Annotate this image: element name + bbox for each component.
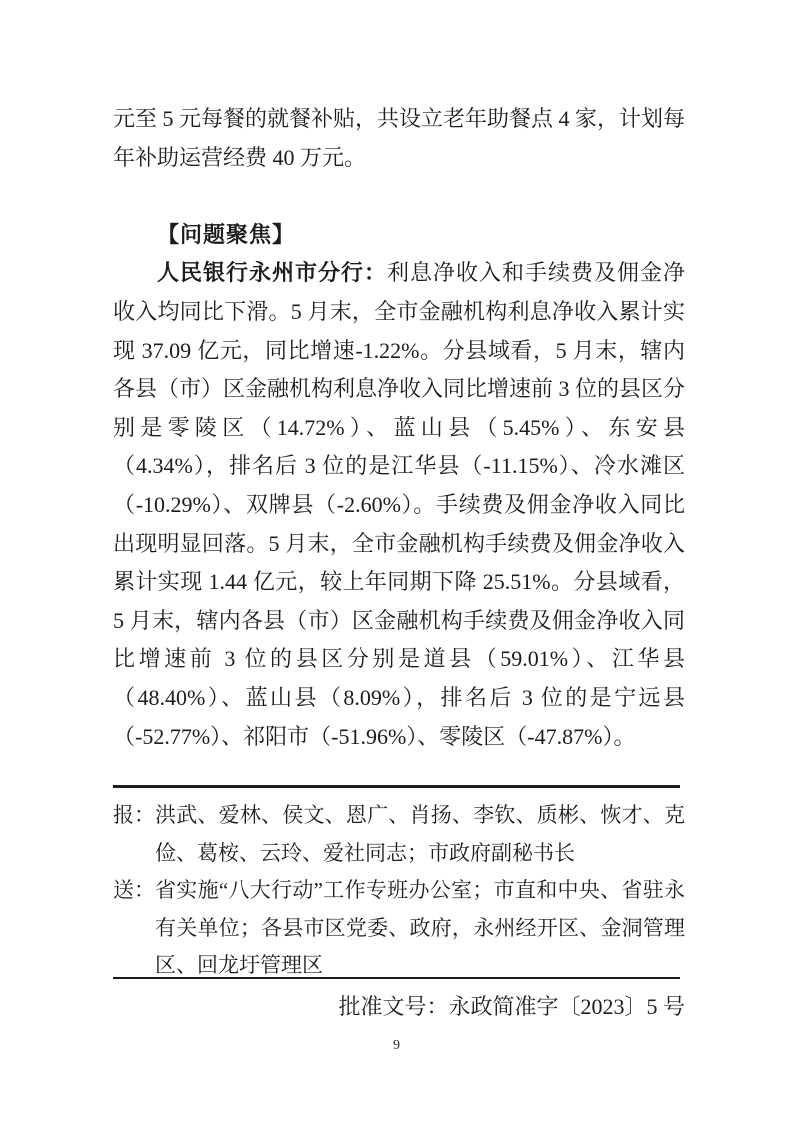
- send-label: 送：: [113, 878, 155, 902]
- report-recipients: 洪武、爱林、侯文、恩广、肖扬、李钦、质彬、恢才、克俭、葛桉、云玲、爱社同志；市政府副秘书长: [155, 803, 685, 865]
- paragraph-continuation: 元至 5 元每餐的就餐补贴，共设立老年助餐点 4 家，计划每年补助运营经费 40 万元。: [113, 106, 686, 170]
- send-row: [113, 872, 685, 985]
- page-number: 9: [393, 1038, 400, 1053]
- report-label: 报：: [113, 803, 155, 827]
- body-text-block: [113, 100, 685, 756]
- focus-text: 利息净收入和手续费及佣金净收入均同比下滑。5 月末，全市金融机构利息净收入累计实现 37.09 亿元，同比增速-1.22%。分县域看，5 月末，辖内各县（市）区金融机构利息净收入同比增速前 3 位的县区分别是零陵区（14.72%）、蓝山县（5.45%）、东安县（4.34%），排名后 3 位的是江华县（-11.15%）、冷水滩区（-10.29%）、双牌县（-2.60%）。手续费及佣金净收入同比出现明显回落。5 月末，全市金融机构手续费及佣金净收入累计实现 1.44 亿元，较上年同期下降 25.51%。分县域看，5 月末，辖内各县（市）区金融机构手续费及佣金净收入同比增速前 3 位的县区分别是道县（59.01%）、江华县（48.40%）、蓝山县（8.09%），排名后 3 位的是宁远县（-52.77%）、祁阳市（-51.96%）、零陵区（-47.87%）。: [113, 260, 686, 749]
- report-row: [113, 797, 685, 872]
- blank-line-spacer: [113, 177, 685, 216]
- thin-divider-rule: [113, 977, 680, 979]
- section-heading: 【问题聚焦】: [157, 221, 296, 247]
- focus-paragraph: [113, 254, 685, 756]
- distribution-block: [113, 797, 685, 985]
- thick-divider-rule: [113, 785, 680, 788]
- send-recipients: 省实施“八大行动”工作专班办公室；市直和中央、省驻永有关单位；各县市区党委、政府，永州经开区、金洞管理区、回龙圩管理区: [155, 878, 685, 977]
- focus-lead: 人民银行永州市分行：: [157, 260, 387, 286]
- approval-number: 批准文号：永政简准字〔2023〕5 号: [338, 994, 685, 1019]
